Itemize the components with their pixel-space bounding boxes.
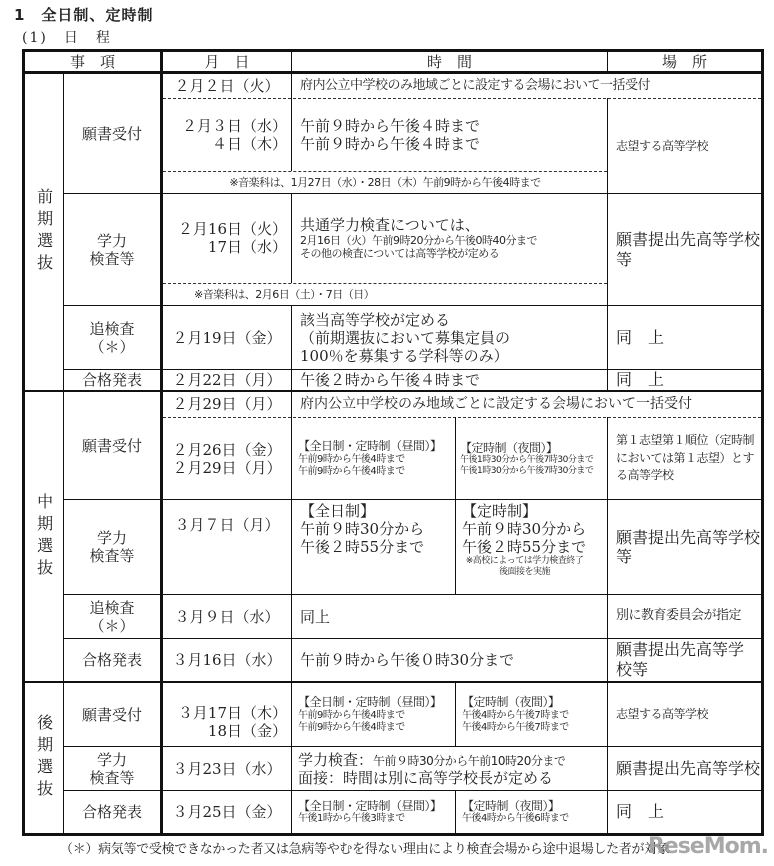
date: ３月25日（金） bbox=[172, 803, 282, 821]
time: 午後1時30分から午後7時30分まで bbox=[460, 454, 594, 465]
time-heading: 【定時制（夜間）】 bbox=[462, 798, 560, 813]
time: 午後4時から午後7時まで bbox=[462, 709, 569, 721]
section-heading: 1 全日制、定時制 bbox=[14, 6, 154, 24]
header-date: 月 日 bbox=[204, 52, 250, 71]
day-time bbox=[298, 683, 455, 746]
header-place: 場 所 bbox=[661, 52, 707, 71]
date: ２月22日（月） bbox=[172, 371, 282, 389]
item-gakuryoku bbox=[64, 194, 160, 305]
subsection-heading: (1) 日 程 bbox=[22, 30, 112, 46]
header-item: 事 項 bbox=[69, 52, 115, 71]
item-goukaku: 合格発表 bbox=[81, 371, 142, 389]
date: 18日（金） bbox=[207, 721, 287, 740]
item-gakuryoku bbox=[64, 500, 160, 594]
date: ３月16日（水） bbox=[172, 651, 282, 669]
time: 午前9時から午後4時まで bbox=[298, 465, 405, 477]
date: ２月２日（火） bbox=[174, 77, 280, 95]
item-label: 検査等 bbox=[89, 547, 135, 565]
time-label: 学力検査： bbox=[298, 750, 374, 769]
day-time bbox=[298, 418, 455, 499]
time-range bbox=[300, 306, 607, 369]
time: 午後２時55分まで bbox=[462, 538, 587, 556]
time: 午前9時から午後4時まで bbox=[298, 721, 405, 733]
item-label: 検査等 bbox=[89, 768, 135, 787]
time: 面接：時間は別に高等学校長が定める bbox=[298, 768, 554, 787]
place: 願書提出先高等学校等 bbox=[616, 527, 761, 566]
time: 午前９時から午後０時30分まで bbox=[300, 651, 515, 669]
time: （前期選抜において募集定員の bbox=[300, 328, 511, 347]
time: 午前９時30分から bbox=[462, 520, 587, 538]
item-gansho: 願書受付 bbox=[81, 124, 142, 143]
time: 共通学力検査については、 bbox=[300, 215, 480, 234]
time-heading: 【全日制】 bbox=[300, 502, 376, 520]
time: 100％を募集する学科等のみ） bbox=[300, 346, 509, 365]
date: ２月29日（月） bbox=[172, 395, 282, 413]
time: 午後２時から午後４時まで bbox=[300, 371, 481, 389]
night-time bbox=[462, 683, 607, 746]
date: ２月26日（金） bbox=[172, 440, 282, 459]
item-gansho: 願書受付 bbox=[81, 436, 142, 455]
time: 午前９時から午後４時まで bbox=[300, 116, 481, 135]
date: ３月９日（水） bbox=[174, 607, 280, 626]
date-range bbox=[163, 683, 287, 746]
place: 同 上 bbox=[616, 370, 665, 390]
time-heading: 【全日制・定時制（昼間）】 bbox=[298, 798, 442, 813]
date-range bbox=[163, 99, 287, 170]
place: 同 上 bbox=[616, 802, 665, 822]
item-goukaku: 合格発表 bbox=[81, 651, 142, 669]
date: ２月３日（水） bbox=[181, 116, 287, 135]
item-gakuryoku bbox=[64, 747, 160, 790]
date: ２月29日（月） bbox=[172, 458, 282, 477]
time: 午前９時30分から午前10時20分まで bbox=[373, 753, 566, 768]
time: 2月16日（火）午前9時20分から午後0時40分まで bbox=[300, 233, 537, 247]
date: ３月７日（月） bbox=[174, 516, 280, 534]
note: ※高校によっては学力検査終了後面接を実施 bbox=[465, 556, 584, 577]
time-range bbox=[300, 194, 607, 282]
place: 願書提出先高等学校等 bbox=[616, 640, 745, 679]
time: 午後２時55分まで bbox=[300, 538, 425, 556]
place: 志望する高等学校 bbox=[616, 138, 709, 153]
time-heading: 【全日制・定時制（昼間）】 bbox=[298, 439, 442, 454]
time: 同上 bbox=[300, 607, 331, 626]
item-label: 学力 bbox=[96, 750, 127, 769]
time: 午後4時から午後6時まで bbox=[462, 813, 569, 825]
night-time bbox=[462, 791, 607, 833]
time: 午後1時30分から午後7時30分まで bbox=[460, 465, 594, 476]
watermark-logo: ReseMom. bbox=[647, 834, 768, 859]
date: ４日（木） bbox=[211, 134, 287, 153]
section-label-zenki: 前期選抜 bbox=[34, 188, 54, 276]
note: ※音楽科は、2月6日（土）・7日（日） bbox=[194, 287, 375, 301]
time: 府内公立中学校のみ地域ごとに設定する会場において一括受付 bbox=[300, 78, 651, 94]
date-range bbox=[163, 418, 291, 499]
footnote: （＊）病気等で受検できなかった者又は急病等やむを得ない理由により検査会場から途中退場した者が対象 bbox=[60, 842, 670, 857]
item-label: 検査等 bbox=[89, 249, 135, 268]
time bbox=[298, 751, 565, 769]
date-range bbox=[163, 194, 287, 282]
time: 午前9時から午後4時まで bbox=[298, 709, 405, 721]
night-time bbox=[462, 500, 607, 594]
place: 志望する高等学校 bbox=[616, 707, 709, 722]
note: ※音楽科は、1月27日（水）・28日（木）午前9時から午後4時まで bbox=[229, 175, 541, 189]
place: 別に教育委員会が指定 bbox=[616, 608, 742, 624]
time: 午後1時から午後3時まで bbox=[298, 813, 405, 825]
date: 17日（水） bbox=[207, 238, 287, 256]
date: ３月23日（水） bbox=[172, 759, 282, 778]
item-label: 追検査 bbox=[89, 598, 135, 617]
time: 該当高等学校が定める bbox=[300, 310, 451, 329]
time: 午前9時から午後4時まで bbox=[298, 453, 405, 465]
item-label: （＊） bbox=[89, 337, 135, 356]
item-tsuikensa bbox=[64, 595, 160, 638]
table-border bbox=[761, 49, 764, 836]
date: ２月16日（火） bbox=[177, 220, 287, 238]
date: ３月17日（木） bbox=[177, 703, 287, 722]
day-time bbox=[298, 791, 455, 833]
time-range bbox=[300, 99, 607, 170]
time-heading: 【全日制・定時制（昼間）】 bbox=[298, 695, 442, 710]
time-range bbox=[298, 747, 607, 790]
place: 第１志望第１順位（定時制においては第１志望）とする高等学校 bbox=[616, 433, 755, 483]
item-gansho: 願書受付 bbox=[81, 705, 142, 724]
item-label: 追検査 bbox=[89, 319, 135, 338]
section-label-kouki: 後期選抜 bbox=[34, 714, 54, 802]
place: 同 上 bbox=[616, 327, 665, 347]
item-label: （＊） bbox=[89, 616, 135, 635]
time: その他の検査については高等学校が定める bbox=[300, 247, 500, 260]
time: 府内公立中学校のみ地域ごとに設定する会場において一括受付 bbox=[300, 395, 692, 412]
time: 午前９時30分から bbox=[300, 520, 425, 538]
item-tsuikensa bbox=[64, 306, 160, 369]
item-label: 学力 bbox=[96, 529, 127, 547]
place: 願書提出先高等学校 bbox=[616, 758, 761, 778]
day-time bbox=[300, 500, 455, 594]
time: 午前９時から午後４時まで bbox=[300, 134, 481, 153]
date: ２月19日（金） bbox=[172, 328, 282, 347]
item-label: 学力 bbox=[96, 231, 127, 250]
night-time bbox=[460, 418, 607, 499]
place: 願書提出先高等学校等 bbox=[616, 230, 761, 269]
time-heading: 【定時制（夜間）】 bbox=[460, 440, 558, 455]
item-goukaku: 合格発表 bbox=[81, 803, 142, 821]
section-label-chuki: 中期選抜 bbox=[34, 492, 54, 581]
time-heading: 【定時制】 bbox=[462, 502, 538, 520]
time: 午後4時から午後7時まで bbox=[462, 721, 569, 733]
time-heading: 【定時制（夜間）】 bbox=[462, 695, 560, 710]
header-time: 時 間 bbox=[426, 52, 472, 71]
